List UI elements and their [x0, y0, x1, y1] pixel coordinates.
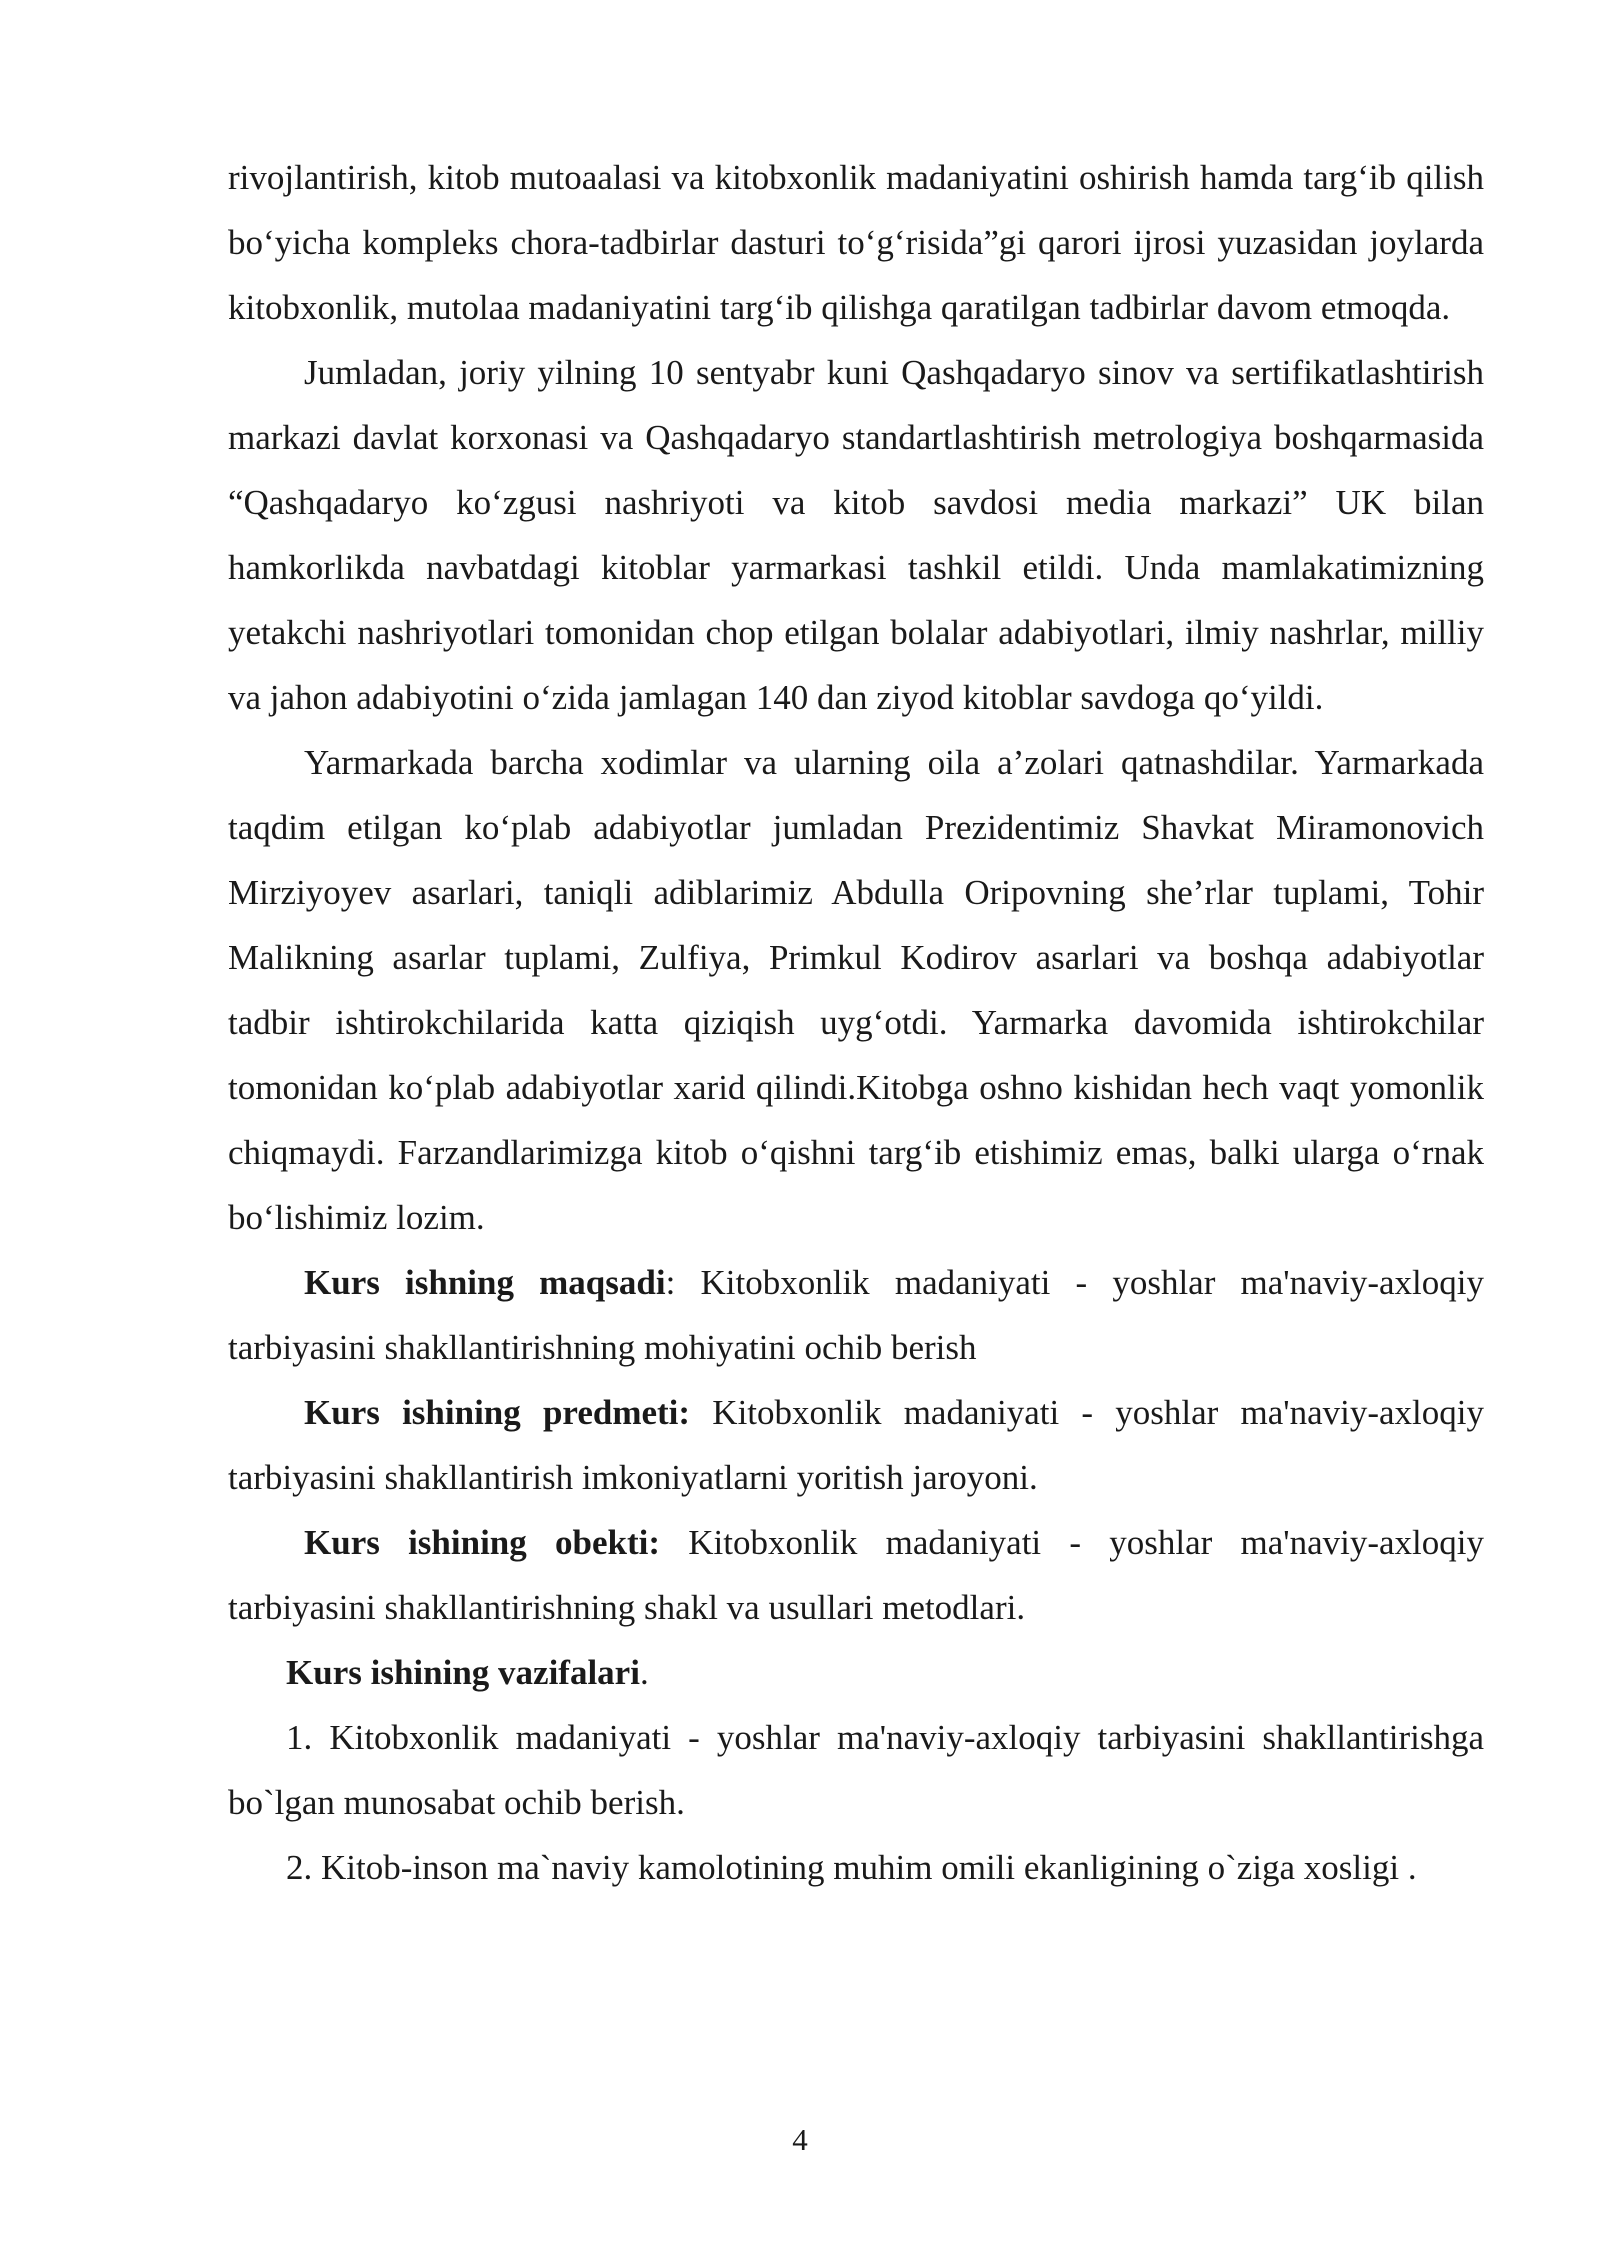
course-goal — [228, 1250, 1484, 1380]
paragraph-fair-participants: Yarmarkada barcha xodimlar va ularning oila a’zolari qatnashdilar. Yarmarkada taqdim etilgan ko‘plab adabiyotlar jumladan Prezidentimiz Shavkat Miramonovich Mirziyoyev asarlari, taniqli adiblarimiz Abdulla Oripovning she’rlar tuplami, Tohir Malikning asarlar tuplami, Zulfiya, Primkul Kodirov asarlari va boshqa adabiyotlar tadbir ishtirokchilarida katta qiziqish uyg‘otdi. Yarmarka davomida ishtirokchilar tomonidan ko‘plab adabiyotlar xarid qilindi.Kitobga oshno kishidan hech vaqt yomonlik chiqmaydi. Farzandlarimizga kitob o‘qishni targ‘ib etishimiz emas, balki ularga o‘rnak bo‘lishimiz lozim. — [228, 743, 1484, 1237]
course-object-text: Kitobxonlik madaniyati - yoshlar ma'naviy-axloqiy tarbiyasini shakllantirishning shakl va usullari metodlari. — [228, 1523, 1484, 1627]
course-tasks-heading — [228, 1640, 1484, 1705]
course-subject-text: Kitobxonlik madaniyati - yoshlar ma'naviy-axloqiy tarbiyasini shakllantirish imkoniyatlarni yoritish jaroyoni. — [228, 1393, 1484, 1497]
course-object-label: Kurs ishining obekti: — [304, 1523, 660, 1562]
course-tasks-label: Kurs ishining vazifalari — [286, 1653, 640, 1692]
paragraph-continuation: rivojlantirish, kitob mutoaalasi va kitobxonlik madaniyatini oshirish hamda targ‘ib qilish bo‘yicha kompleks chora-tadbirlar dasturi to‘g‘risida”gi qarori ijrosi yuzasidan joylarda kitobxonlik, mutolaa madaniyatini targ‘ib qilishga qaratilgan tadbirlar davom etmoqda. — [228, 158, 1484, 327]
course-subject-label: Kurs ishining predmeti: — [304, 1393, 691, 1432]
course-subject — [228, 1380, 1484, 1510]
course-goal-label: Kurs ishning maqsadi — [304, 1263, 666, 1302]
course-goal-text: Kitobxonlik madaniyati - yoshlar ma'naviy-axloqiy tarbiyasini shakllantirishning mohiyatini ochib berish — [228, 1263, 1485, 1367]
course-tasks-suffix: . — [639, 1653, 649, 1692]
task-item-2: 2. Kitob-inson ma`naviy kamolotining muhim omili ekanligining o`ziga xosligi . — [286, 1848, 1417, 1887]
course-object — [228, 1510, 1484, 1640]
paragraph-fair-event: Jumladan, joriy yilning 10 sentyabr kuni Qashqadaryo sinov va sertifikatlashtirish markazi davlat korxonasi va Qashqadaryo standartlashtirish metrologiya boshqarmasida “Qashqadaryo ko‘zgusi nashriyoti va kitob savdosi media markazi” UK bilan hamkorlikda navbatdagi kitoblar yarmarkasi tashkil etildi. Unda mamlakatimizning yetakchi nashriyotlari tomonidan chop etilgan bolalar adabiyotlari, ilmiy nashrlar, milliy va jahon adabiyotini o‘zida jamlagan 140 dan ziyod kitoblar savdoga qo‘yildi. — [228, 353, 1484, 717]
page-number: 4 — [792, 2122, 808, 2157]
course-goal-separator: : — [665, 1263, 701, 1302]
document-page — [228, 145, 1484, 1900]
task-item-1: 1. Kitobxonlik madaniyati - yoshlar ma'naviy-axloqiy tarbiyasini shakllantirishga bo`lgan munosabat ochib berish. — [228, 1718, 1484, 1822]
